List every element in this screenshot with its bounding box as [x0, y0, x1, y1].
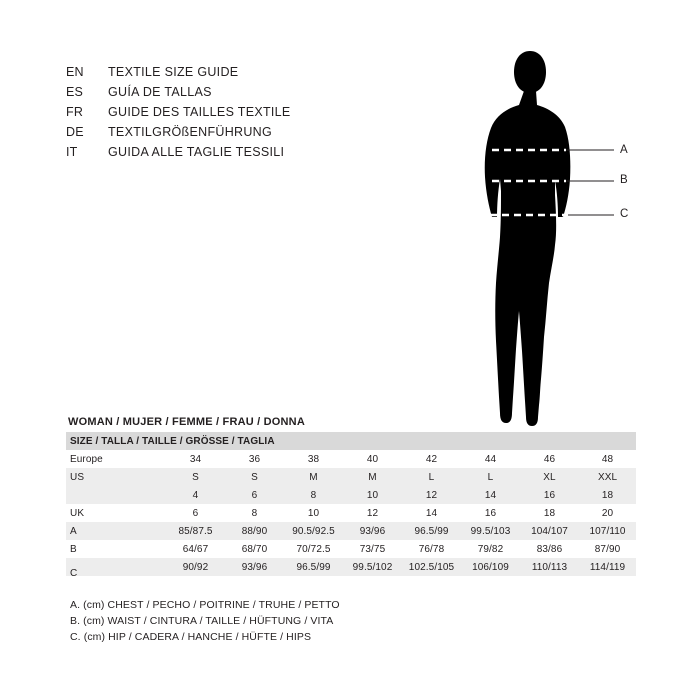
row-label-europe: Europe [66, 450, 166, 468]
table-caption: WOMAN / MUJER / FEMME / FRAU / DONNA [68, 416, 305, 428]
cell: 104/107 [520, 522, 579, 540]
cell: 64/67 [166, 540, 225, 558]
cell: 76/78 [402, 540, 461, 558]
female-silhouette-figure [470, 45, 655, 435]
cell: S [166, 468, 225, 486]
language-code-en: EN [66, 65, 84, 79]
row-label-a: A [66, 522, 166, 540]
cell: XXL [579, 468, 636, 486]
table-header-label: SIZE / TALLA / TAILLE / GRÖSSE / TAGLIA [66, 432, 636, 450]
cell: 93/96 [225, 558, 284, 576]
title-text-it: GUIDA ALLE TAGLIE TESSILI [108, 145, 285, 159]
legend-line-c: C. (cm) HIP / CADERA / HANCHE / HÜFTE / HIPS [70, 631, 312, 643]
title-text-es: GUÍA DE TALLAS [108, 85, 212, 99]
cell: 96.5/99 [284, 558, 343, 576]
row-label-us: US [66, 468, 166, 486]
cell: M [343, 468, 402, 486]
row-label-us-numeric [66, 486, 166, 504]
cell: 44 [461, 450, 520, 468]
cell: 38 [284, 450, 343, 468]
cell: 46 [520, 450, 579, 468]
cell: 42 [402, 450, 461, 468]
title-row-en [66, 62, 486, 82]
cell: 48 [579, 450, 636, 468]
legend-block [70, 597, 490, 645]
cell: S [225, 468, 284, 486]
cell: 70/72.5 [284, 540, 343, 558]
cell: 20 [579, 504, 636, 522]
table-row [66, 522, 636, 540]
cell: 16 [520, 486, 579, 504]
cell: M [284, 468, 343, 486]
cell: 87/90 [579, 540, 636, 558]
cell: 90.5/92.5 [284, 522, 343, 540]
measure-label-c: C [620, 208, 629, 220]
cell: 106/109 [461, 558, 520, 576]
cell: 107/110 [579, 522, 636, 540]
cell: 8 [284, 486, 343, 504]
row-label-c-letter: C [70, 568, 78, 579]
cell: L [461, 468, 520, 486]
measure-label-b: B [620, 174, 628, 186]
cell: 34 [166, 450, 225, 468]
language-code-de: DE [66, 125, 84, 139]
table-row [66, 486, 636, 504]
table-row [66, 540, 636, 558]
cell: 85/87.5 [166, 522, 225, 540]
cell: 110/113 [520, 558, 579, 576]
cell: 14 [461, 486, 520, 504]
legend-line-a: A. (cm) CHEST / PECHO / POITRINE / TRUHE / PETTO [70, 599, 340, 611]
size-table [66, 432, 636, 576]
title-block [66, 62, 486, 162]
cell: 36 [225, 450, 284, 468]
language-code-es: ES [66, 85, 84, 99]
cell: 68/70 [225, 540, 284, 558]
title-text-en: TEXTILE SIZE GUIDE [108, 65, 239, 79]
cell: 16 [461, 504, 520, 522]
cell: 114/119 [579, 558, 636, 576]
row-label-c [66, 558, 166, 576]
title-text-de: TEXTILGRÖßENFÜHRUNG [108, 125, 273, 139]
cell: 18 [579, 486, 636, 504]
cell: 102.5/105 [402, 558, 461, 576]
row-label-b: B [66, 540, 166, 558]
cell: 4 [166, 486, 225, 504]
cell: 40 [343, 450, 402, 468]
cell: L [402, 468, 461, 486]
title-row-es [66, 82, 486, 102]
title-text-fr: GUIDE DES TAILLES TEXTILE [108, 105, 291, 119]
cell: 12 [343, 504, 402, 522]
cell: 96.5/99 [402, 522, 461, 540]
table-row [66, 450, 636, 468]
cell: 99.5/102 [343, 558, 402, 576]
cell: 6 [225, 486, 284, 504]
table-row [66, 558, 636, 576]
measure-label-a: A [620, 144, 628, 156]
language-code-fr: FR [66, 105, 84, 119]
silhouette-icon [470, 45, 655, 435]
cell: 93/96 [343, 522, 402, 540]
title-row-de [66, 122, 486, 142]
table-row [66, 504, 636, 522]
table-header-row [66, 432, 636, 450]
title-row-it [66, 142, 486, 162]
cell: 79/82 [461, 540, 520, 558]
leader-lines [566, 150, 614, 215]
title-row-fr [66, 102, 486, 122]
size-table-area [66, 416, 636, 579]
cell: 14 [402, 504, 461, 522]
cell: 73/75 [343, 540, 402, 558]
row-label-uk: UK [66, 504, 166, 522]
cell: 10 [284, 504, 343, 522]
cell: 90/92 [166, 558, 225, 576]
cell: 83/86 [520, 540, 579, 558]
language-code-it: IT [66, 145, 78, 159]
cell: 12 [402, 486, 461, 504]
cell: XL [520, 468, 579, 486]
cell: 18 [520, 504, 579, 522]
cell: 8 [225, 504, 284, 522]
table-row [66, 468, 636, 486]
cell: 88/90 [225, 522, 284, 540]
cell: 6 [166, 504, 225, 522]
cell: 10 [343, 486, 402, 504]
cell: 99.5/103 [461, 522, 520, 540]
legend-line-b: B. (cm) WAIST / CINTURA / TAILLE / HÜFTUNG / VITA [70, 615, 334, 627]
